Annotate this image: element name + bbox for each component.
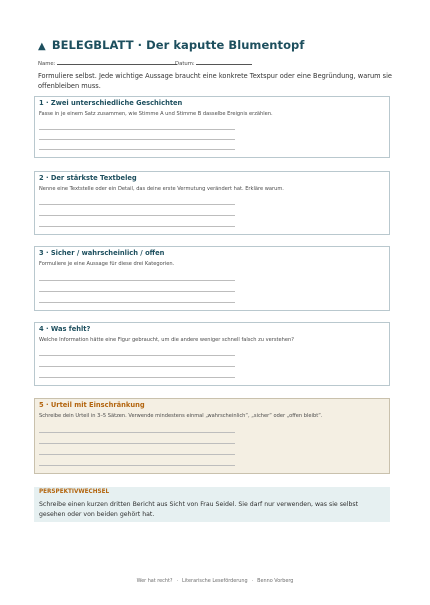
writing-line[interactable] [39, 226, 235, 227]
task-box-1 [34, 96, 390, 158]
task-heading: 5 · Urteil mit Einschränkung [39, 401, 145, 409]
task-heading: 3 · Sicher / wahrscheinlich / offen [39, 249, 165, 257]
name-label: Name: [38, 61, 56, 67]
task-heading: 2 · Der stärkste Textbeleg [39, 174, 137, 182]
writing-line[interactable] [39, 291, 235, 292]
writing-line[interactable] [39, 454, 235, 455]
footer-separator: · [251, 578, 254, 584]
writing-line[interactable] [39, 432, 235, 433]
footer-separator: · [176, 578, 179, 584]
page-title [38, 38, 304, 52]
date-line[interactable] [196, 60, 252, 65]
writing-line[interactable] [39, 377, 235, 378]
writing-line[interactable] [39, 465, 235, 466]
writing-line[interactable] [39, 280, 235, 281]
task-box-2 [34, 171, 390, 235]
task-prompt: Nenne eine Textstelle oder ein Detail, das deine erste Vermutung verändert hat. Erkläre warum. [39, 186, 284, 192]
footer-subtitle: Literarische Leseförderung [182, 578, 248, 584]
writing-line[interactable] [39, 149, 235, 150]
task-prompt: Welche Information hätte eine Figur gebraucht, um die andere weniger schnell falsch zu verstehen? [39, 337, 294, 343]
perspective-text: Schreibe einen kurzen dritten Bericht aus Sicht von Frau Seidel. Sie darf nur verwenden, was sie selbst gesehen oder von beiden gehört hat. [39, 501, 359, 518]
date-label: Datum: [175, 61, 195, 67]
writing-line[interactable] [39, 302, 235, 303]
name-line[interactable] [57, 60, 177, 65]
writing-line[interactable] [39, 204, 235, 205]
task-prompt: Fasse in je einem Satz zusammen, wie Stimme A und Stimme B dasselbe Ereignis erzählen. [39, 111, 273, 117]
task-prompt: Schreibe dein Urteil in 3–5 Sätzen. Verwende mindestens einmal „wahrscheinlich“, „sicher“ oder „offen bleibt“. [39, 413, 323, 419]
perspective-box [34, 487, 390, 522]
name-field[interactable] [38, 60, 177, 67]
page-title-text: BELEGBLATT · Der kaputte Blumentopf [51, 38, 305, 52]
perspective-heading: PERSPEKTIVWECHSEL [39, 489, 110, 495]
task-prompt: Formuliere je eine Aussage für diese drei Kategorien. [39, 261, 175, 267]
intro-text: Formuliere selbst. Jede wichtige Aussage braucht eine konkrete Textspur oder eine Begründung, warum sie offenbleiben muss. [38, 72, 392, 91]
task-box-3 [34, 246, 390, 311]
task-box-5 [34, 398, 390, 474]
task-heading: 4 · Was fehlt? [39, 325, 91, 333]
footer-author: Benno Vorberg [257, 578, 294, 584]
footer-title: Wer hat recht? [136, 578, 173, 584]
triangle-up-icon: ▲ [38, 41, 46, 52]
writing-line[interactable] [39, 139, 235, 140]
page-footer [0, 578, 430, 584]
writing-line[interactable] [39, 355, 235, 356]
writing-line[interactable] [39, 215, 235, 216]
task-box-4 [34, 322, 390, 386]
task-heading: 1 · Zwei unterschiedliche Geschichten [39, 99, 183, 107]
date-field[interactable] [175, 60, 252, 67]
writing-line[interactable] [39, 366, 235, 367]
writing-line[interactable] [39, 443, 235, 444]
writing-line[interactable] [39, 129, 235, 130]
